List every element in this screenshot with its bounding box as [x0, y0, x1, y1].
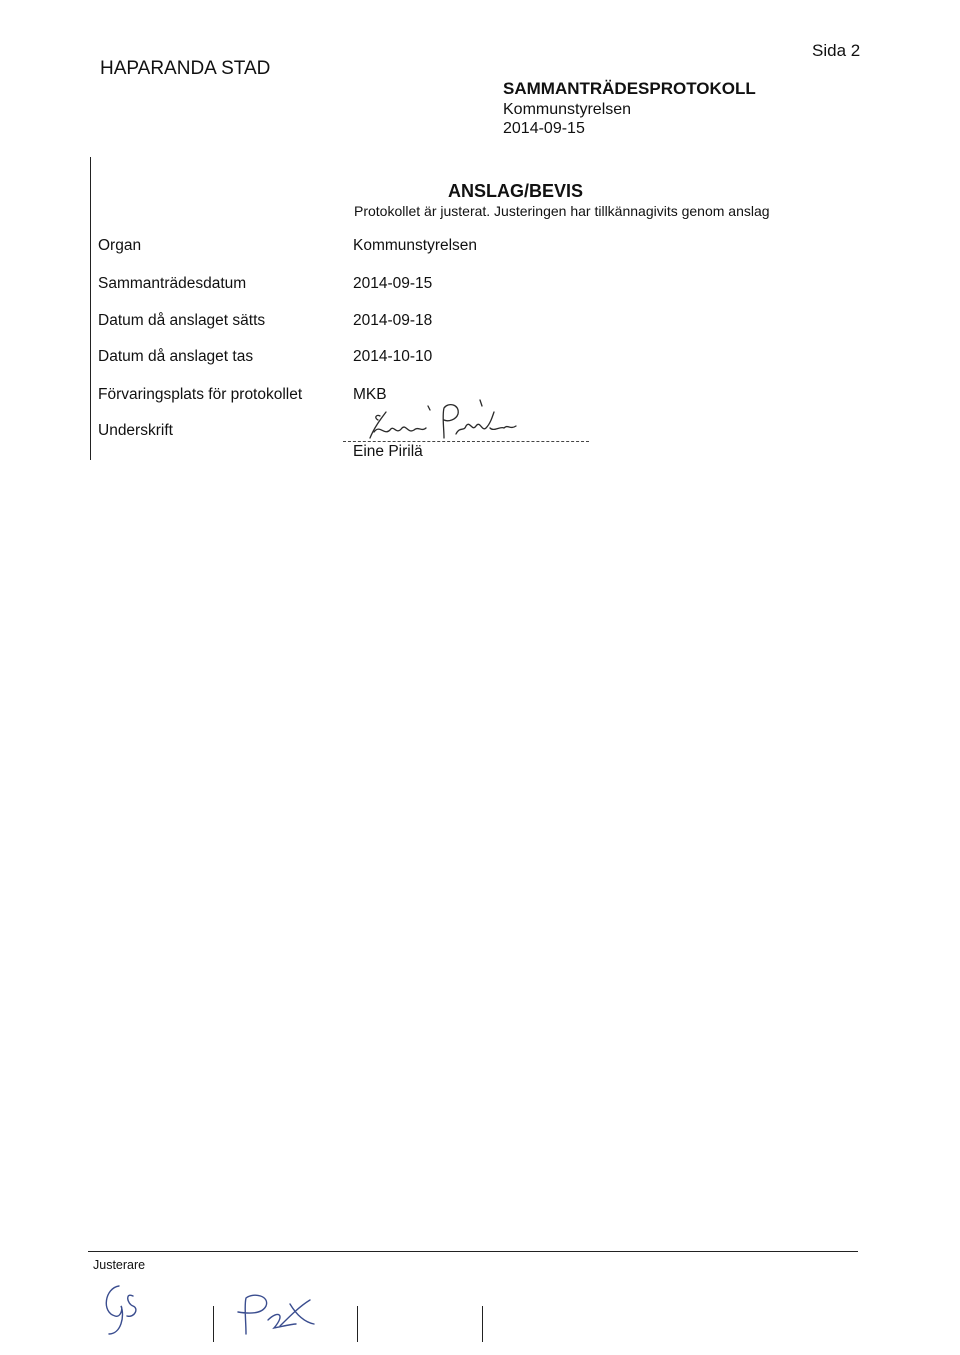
initials-separator-2 — [357, 1306, 358, 1342]
initials-separator-1 — [213, 1306, 214, 1342]
notice-note: Protokollet är justerat. Justeringen har tillkännagivits genom anslag — [354, 203, 770, 219]
adjuster-initials-1 — [95, 1278, 155, 1338]
row-value-organ: Kommunstyrelsen — [353, 237, 478, 254]
signature-line — [343, 441, 589, 442]
row-label-meeting-date: Sammanträdesdatum — [98, 275, 247, 292]
page-number: Sida 2 — [812, 41, 861, 60]
notice-box-border — [90, 157, 91, 460]
document-title: SAMMANTRÄDESPROTOKOLL — [503, 79, 756, 98]
row-label-posted-date: Datum då anslaget sätts — [98, 312, 266, 329]
initials-separator-3 — [482, 1306, 483, 1342]
document-date: 2014-09-15 — [503, 120, 585, 137]
row-label-organ: Organ — [98, 237, 142, 254]
row-value-meeting-date: 2014-09-15 — [353, 275, 433, 292]
adjuster-initials-2 — [234, 1290, 324, 1340]
notice-title: ANSLAG/BEVIS — [448, 181, 584, 201]
row-label-removed-date: Datum då anslaget tas — [98, 348, 254, 365]
row-value-storage: MKB — [353, 386, 387, 403]
handwritten-signature — [340, 398, 550, 446]
row-value-removed-date: 2014-10-10 — [353, 348, 433, 365]
row-value-posted-date: 2014-09-18 — [353, 312, 433, 329]
document-body: Kommunstyrelsen — [503, 101, 632, 118]
signatory-name: Eine Pirilä — [353, 443, 423, 460]
row-label-storage: Förvaringsplats för protokollet — [98, 386, 303, 403]
row-label-signature: Underskrift — [98, 422, 173, 439]
footer-rule — [88, 1251, 858, 1252]
adjusters-label: Justerare — [93, 1258, 146, 1272]
organization-name: HAPARANDA STAD — [100, 58, 271, 79]
